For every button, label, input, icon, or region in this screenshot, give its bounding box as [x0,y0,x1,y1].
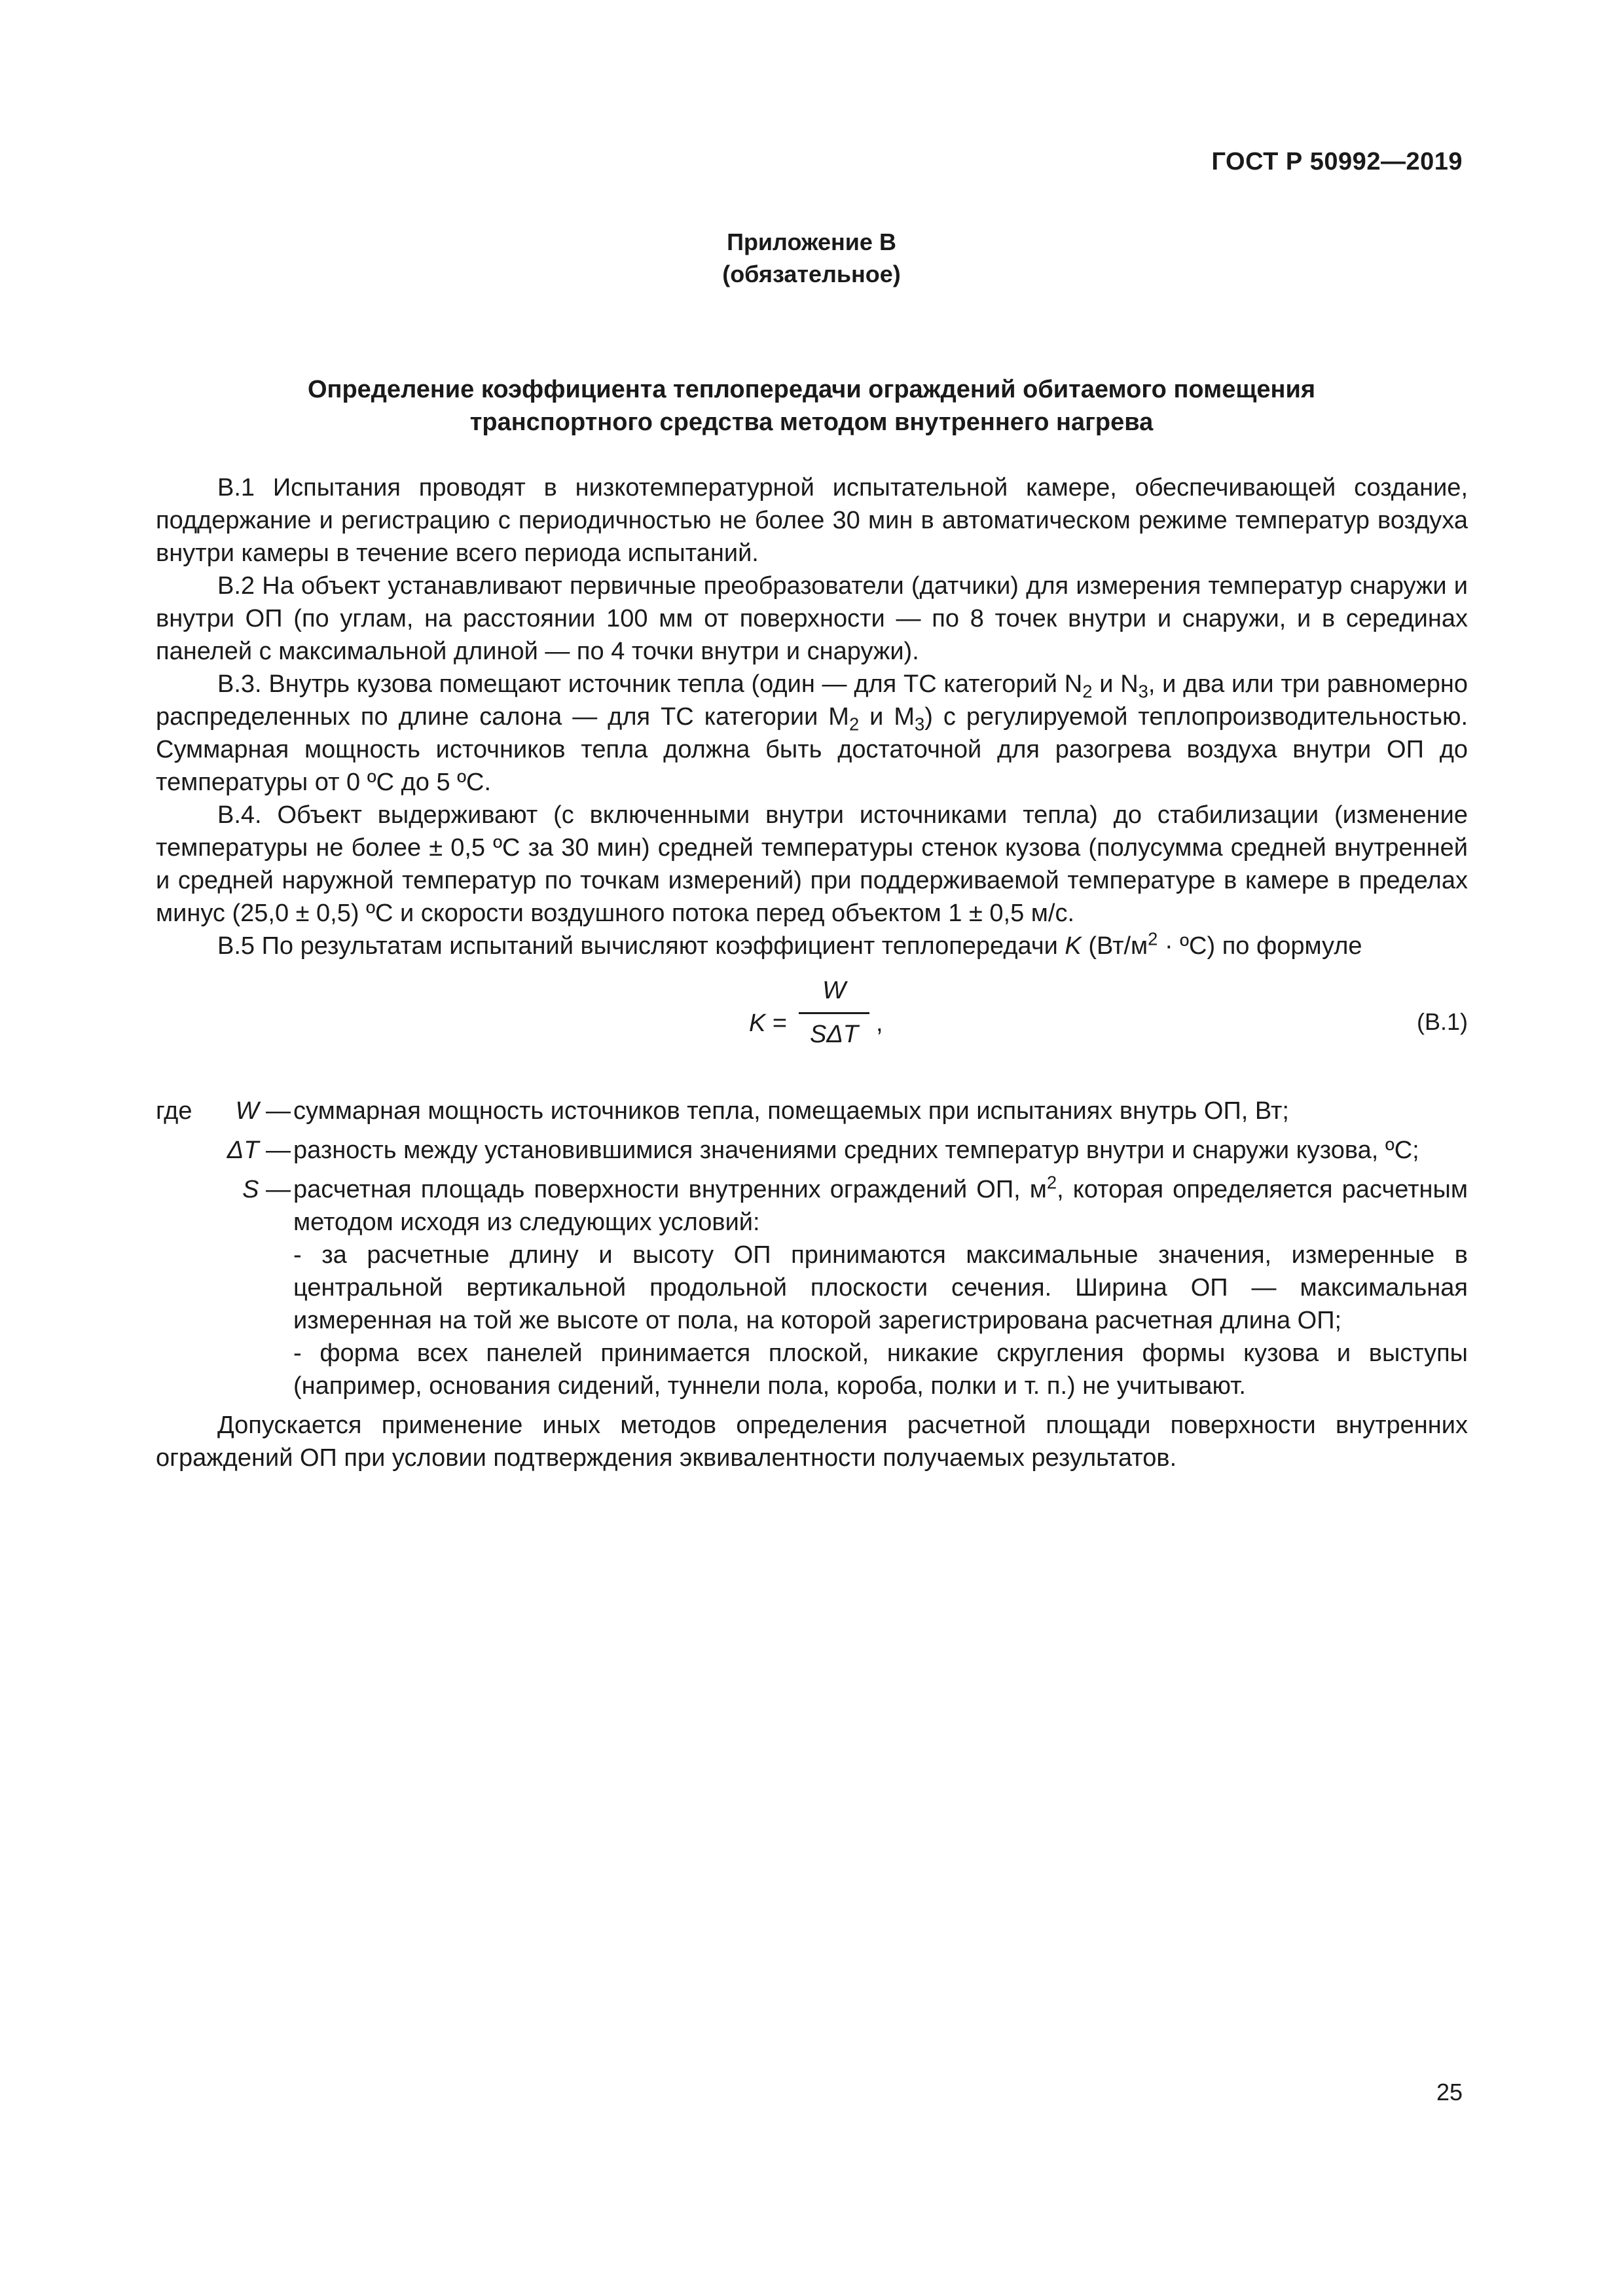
symbol-delta-t: ΔT [227,1137,259,1164]
symbol-w: W [235,1097,259,1125]
paragraph-b2: В.2 На объект устанавливают первичные преобразователи (датчики) для измерения температур снаружи и внутри ОП (по углам, на расстоянии 100 мм от поверхности — по 8 точек внутри и снаружи, и в серединах панелей с максимальной длиной — по 4 точки внутри и снаружи). [156,572,1468,665]
paragraph-b3 [156,668,1468,799]
where-dash: — [259,1137,291,1164]
where-description: разность между установившимися значениями средних температур внутри и снаружи кузова, ºС; [293,1137,1419,1164]
where-dash: — [259,1097,291,1125]
paragraph-b5-text: В.5 По результатам испытаний вычисляют коэффициент теплопередачи [217,932,1065,960]
paragraph-b3-text: В.3. Внутрь кузова помещают источник тепла (один — для ТС категорий N [217,670,1083,698]
where-dash: — [259,1176,291,1203]
paragraph-b3-text: ) с регулируемой теплопроизводительностью. Суммарная мощность источников тепла должна быть достаточной для разогрева воздуха внутри ОП до температуры от 0 ºС до 5 ºС. [156,703,1468,796]
subscript: 2 [1082,681,1093,702]
formula-block [156,974,1468,1072]
section-title [0,373,1623,439]
annex-title: Приложение В [727,228,896,255]
where-symbol [221,1173,291,1206]
where-item-delta-t [156,1134,1468,1167]
section-title-line-1: Определение коэффициента теплопередачи ограждений обитаемого помещения [307,376,1316,403]
standard-code: ГОСТ Р 50992—2019 [1211,148,1463,175]
condition-bullet-1: - за расчетные длину и высоту ОП принимаются максимальные значения, измеренные в центральной вертикальной продольной плоскости сечения. Ширина ОП — максимальная измеренная на той же высоте от пола, на которой зарегистрирована расчетная длина ОП; [293,1241,1468,1334]
annex-status: (обязательное) [722,261,901,287]
section-title-line-2: транспортного средства методом внутреннего нагрева [469,409,1154,436]
formula-comma: , [876,1010,883,1037]
where-description [291,1173,1468,1402]
closing-paragraph: Допускается применение иных методов определения расчетной площади поверхности внутренних ограждений ОП при условии подтверждения эквивалентности получаемых результатов. [156,1412,1468,1472]
where-lead: где [156,1097,192,1125]
annex-heading [0,226,1623,290]
where-block [156,1095,1468,1402]
paragraph-b4: В.4. Объект выдерживают (с включенными внутри источниками тепла) до стабилизации (изменение температуры не более ± 0,5 ºС за 30 мин) средней температуры стенок кузова (полусумма средней внутренней и средней наружной температур по точкам измерений) при поддерживаемой температуре в камере в пределах минус (25,0 ± 0,5) ºС и скорости воздушного потока перед объектом 1 ± 0,5 м/с. [156,801,1468,927]
where-item-w [156,1095,1468,1127]
symbol-s: S [242,1176,259,1203]
where-s-text: , которая определяется расчетным методом исходя из следующих условий: [293,1176,1468,1236]
paragraph-b5-text: (Вт/м [1081,932,1148,960]
subscript: 3 [915,714,925,735]
page-number: 25 [1436,2079,1463,2105]
superscript: 2 [1046,1172,1057,1193]
where-symbol [221,1095,291,1127]
paragraph-b1: В.1 Испытания проводят в низкотемпературной испытательной камере, обеспечивающей создание, поддержание и регистрацию с периодичностью не более 30 мин в автоматическом режиме температур воздуха внутри камеры в течение всего периода испытаний. [156,474,1468,567]
formula-equals: = [765,1010,788,1037]
subscript: 2 [848,714,860,735]
fraction-bar [799,1012,869,1014]
paragraph-b5 [156,930,1468,962]
where-item-s [156,1173,1468,1402]
subscript: 3 [1138,681,1148,702]
formula-numerator: W [822,977,846,1004]
formula-fraction [799,974,869,1051]
formula-number: (В.1) [1416,1008,1468,1035]
paragraph-b3-text: и N [1092,670,1139,698]
symbol-k: K [1065,932,1082,960]
paragraph-b5-text: · ºС) по формуле [1158,932,1362,960]
superscript: 2 [1148,928,1158,949]
condition-bullet-2: - форма всех панелей принимается плоской, никакие скругления формы кузова и выступы (например, основания сидений, туннели пола, короба, полки и т. п.) не учитывают. [293,1339,1468,1400]
document-body [156,471,1468,1474]
formula-lhs [749,1007,787,1040]
paragraph-b3-text: , и два или три равномерно распределенных по длине салона — для ТС категории M [156,670,1468,731]
formula-lhs-symbol: K [749,1010,766,1037]
paragraph-b3-text: и M [859,703,915,731]
where-s-text: расчетная площадь поверхности внутренних ограждений ОП, м [293,1176,1047,1203]
formula-denominator: SΔT [809,1021,859,1048]
where-symbol [221,1134,291,1167]
where-description: суммарная мощность источников тепла, помещаемых при испытаниях внутрь ОП, Вт; [293,1097,1289,1125]
